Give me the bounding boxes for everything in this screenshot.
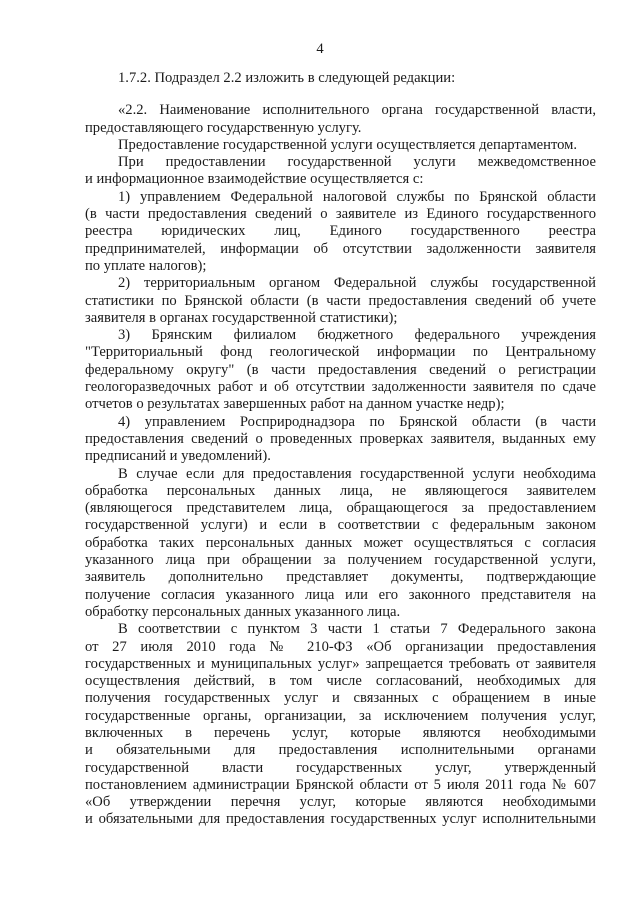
text-line: 3) Брянским филиалом бюджетного федерального учреждения — [118, 327, 596, 344]
text-line: получения государственных услуг и связанных с обращением в иные — [85, 690, 596, 707]
text-line: статистики по Брянской области (в части предоставления сведений об учете — [85, 292, 596, 309]
paragraph — [85, 414, 596, 466]
text-line: 1) управлением Федеральной налоговой службы по Брянской области — [118, 188, 596, 205]
text-line: предоставления сведений о проведенных проверках заявителя, выданных ему — [85, 430, 596, 447]
text-line: Предоставление государственной услуги осуществляется департаментом. — [118, 136, 578, 153]
paragraph — [85, 327, 596, 413]
text-line: "Территориальный фонд геологической информации по Центральному — [85, 344, 596, 361]
paragraph — [85, 621, 596, 829]
text-line: включенных в перечень услуг, которые являются необходимыми — [85, 724, 596, 741]
text-line: «2.2. Наименование исполнительного органа государственной власти, — [118, 102, 596, 119]
text-line: реестра юридических лиц, Единого государственного реестра — [85, 223, 596, 240]
text-line: и обязательными для предоставления государственных услуг исполнительными — [85, 811, 596, 828]
text-line: государственной власти государственных услуг, утвержденный — [85, 759, 596, 776]
section-heading: 1.7.2. Подраздел 2.2 изложить в следующей редакции: — [118, 70, 456, 86]
paragraph — [85, 466, 596, 622]
text-line: постановлением администрации Брянской области от 5 июля 2011 года № 607 — [85, 776, 596, 793]
document-body — [85, 70, 596, 829]
text-line: заявитель дополнительно представляет документы, подтверждающие — [85, 569, 596, 586]
text-line: указанного лица при обращении за получением государственной услуги, — [85, 552, 596, 569]
paragraph-list — [85, 102, 596, 828]
text-line: В случае если для предоставления государственной услуги необходима — [118, 465, 596, 482]
page-number: 4 — [316, 41, 324, 57]
text-line: (в части предоставления сведений о заявителе из Единого государственного — [85, 206, 596, 223]
text-line: федеральному округу" (в части предоставления сведений о регистрации — [85, 361, 596, 378]
text-line: по уплате налогов); — [85, 257, 207, 274]
text-line: 4) управлением Росприроднадзора по Брянской области (в части — [118, 413, 596, 430]
text-line: осуществления действий, в том числе согласований, необходимых для — [85, 673, 596, 690]
paragraph — [85, 102, 596, 137]
text-line: от 27 июля 2010 года № 210-ФЗ «Об организации предоставления — [85, 638, 596, 655]
text-line: предписаний и уведомлений). — [85, 448, 271, 465]
text-line: государственной услуги) и если в соответствии с федеральным законом — [85, 517, 596, 534]
text-line: (являющегося представителем лица, обращающегося за предоставлением — [85, 500, 596, 517]
text-line: заявителя в органах государственной статистики); — [85, 309, 398, 326]
paragraph — [85, 275, 596, 327]
text-line: В соответствии с пунктом 3 части 1 статьи 7 Федерального закона — [118, 621, 596, 638]
text-line: обработка персональных данных лица, не являющегося заявителем — [85, 482, 596, 499]
paragraph — [85, 154, 596, 189]
paragraph — [85, 137, 596, 154]
text-line: обработка таких персональных данных может осуществляться с согласия — [85, 534, 596, 551]
text-line: При предоставлении государственной услуги межведомственное — [118, 154, 596, 171]
text-line: предпринимателей, информации об отсутствии задолженности заявителя — [85, 240, 596, 257]
text-line: предоставляющего государственную услугу. — [85, 119, 362, 136]
text-line: геологоразведочных работ и об отсутствии задолженности заявителя по сдаче — [85, 379, 596, 396]
text-line: государственных и муниципальных услуг» запрещается требовать от заявителя — [85, 655, 596, 672]
text-line: «Об утверждении перечня услуг, которые являются необходимыми — [85, 794, 596, 811]
text-line: отчетов о результатах завершенных работ на данном участке недр); — [85, 396, 505, 413]
text-line: 2) территориальным органом Федеральной службы государственной — [118, 275, 596, 292]
text-line: получение согласия указанного лица или его законного представителя на — [85, 586, 596, 603]
text-line: государственные органы, организации, за исключением получения услуг, — [85, 707, 596, 724]
text-line: обработку персональных данных указанного лица. — [85, 603, 401, 620]
text-line: и обязательными для предоставления исполнительными органами — [85, 742, 596, 759]
text-line: и информационное взаимодействие осуществляется с: — [85, 171, 424, 188]
paragraph — [85, 189, 596, 275]
